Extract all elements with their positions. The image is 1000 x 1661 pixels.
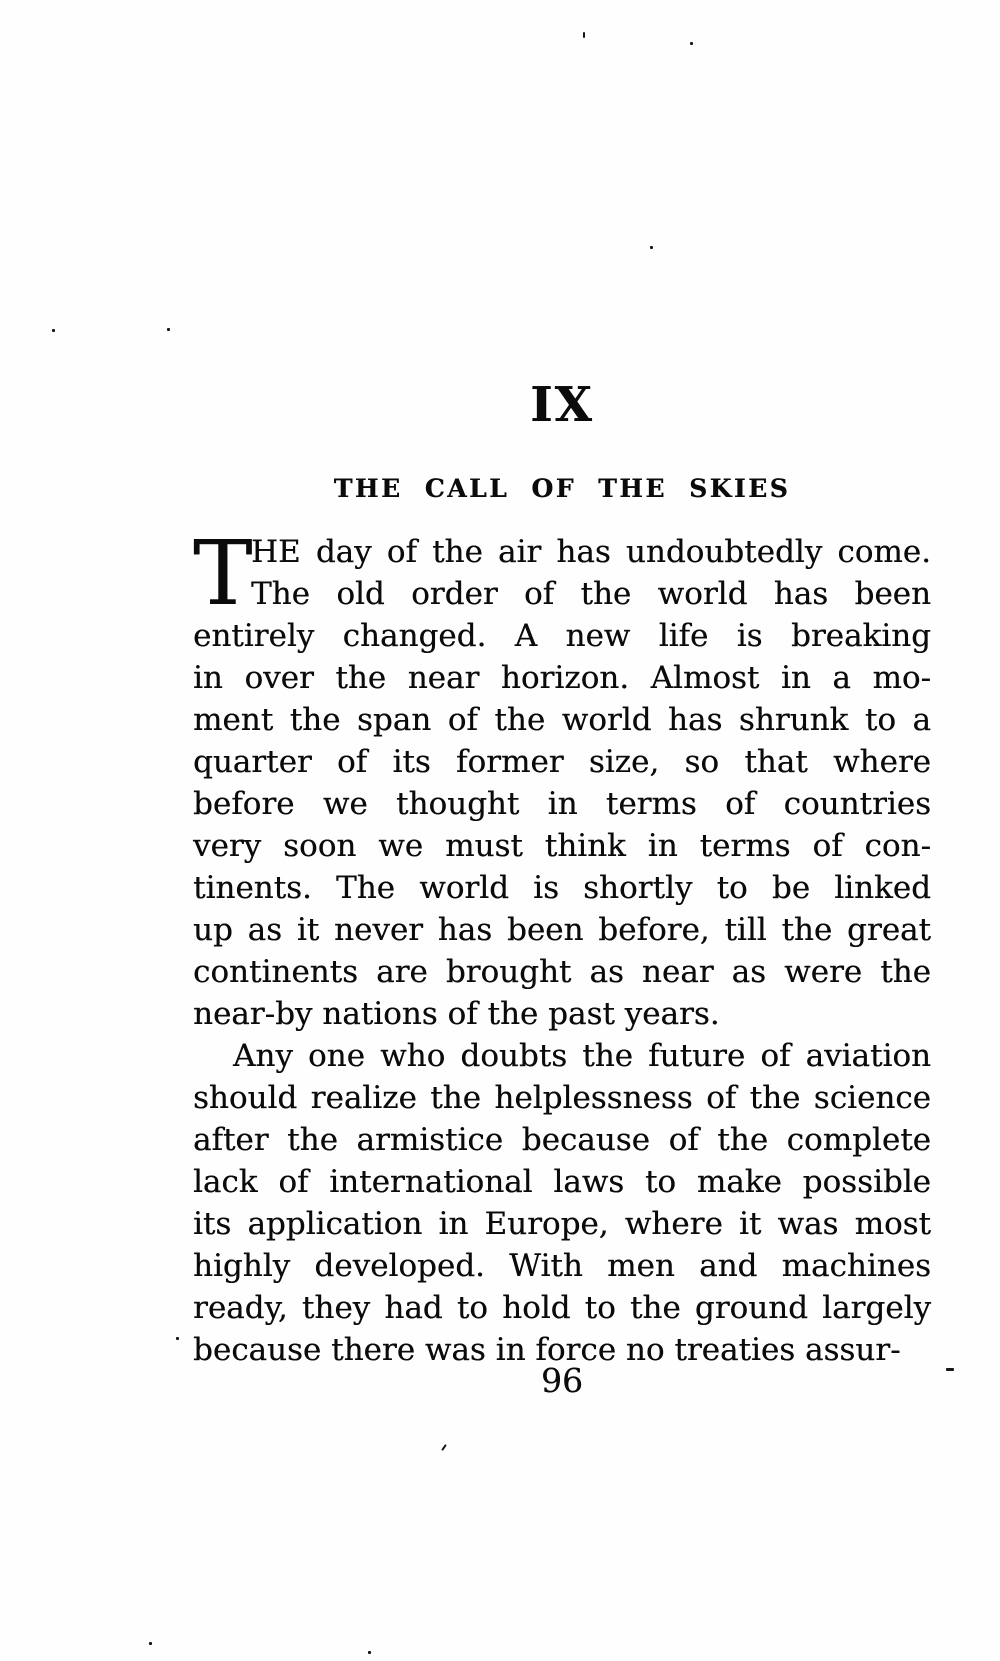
scan-speck — [52, 329, 55, 332]
text-line: its application in Europe, where it was most — [193, 1206, 931, 1242]
text-line: HE day of the air has undoubtedly come. — [251, 534, 931, 570]
scan-speck — [583, 32, 585, 38]
body-text — [193, 521, 931, 1371]
scan-speck — [176, 1337, 179, 1340]
scan-speck — [946, 1368, 954, 1371]
text-line: lack of international laws to make possible — [193, 1164, 931, 1200]
drop-cap: T — [193, 521, 253, 625]
chapter-number: IX — [530, 377, 594, 433]
text-line: tinents. The world is shortly to be linked — [193, 870, 931, 906]
scan-speck — [441, 1444, 447, 1451]
text-line: quarter of its former size, so that where — [193, 744, 931, 780]
text-line: in over the near horizon. Almost in a mo- — [193, 660, 931, 696]
page-number: 96 — [541, 1361, 583, 1400]
text-line: ready, they had to hold to the ground largely — [193, 1290, 931, 1326]
chapter-title: THE CALL OF THE SKIES — [333, 474, 791, 503]
text-line: entirely changed. A new life is breaking — [193, 618, 931, 654]
text-line: up as it never has been before, till the great — [193, 912, 931, 948]
text-line: near-by nations of the past years. — [193, 996, 720, 1032]
scan-speck — [149, 1642, 152, 1645]
text-line: very soon we must think in terms of con- — [193, 828, 931, 864]
text-line: after the armistice because of the complete — [193, 1122, 931, 1158]
text-line: ment the span of the world has shrunk to a — [193, 702, 931, 738]
text-line: because there was in force no treaties assur- — [193, 1332, 901, 1368]
text-line: highly developed. With men and machines — [193, 1248, 931, 1284]
scan-speck — [690, 42, 693, 45]
text-line: should realize the helplessness of the science — [193, 1080, 931, 1116]
scan-speck — [650, 246, 653, 249]
scan-speck — [368, 1651, 371, 1654]
text-line: continents are brought as near as were the — [193, 954, 931, 990]
text-line: before we thought in terms of countries — [193, 786, 931, 822]
text-line: The old order of the world has been — [251, 576, 931, 612]
scan-speck — [167, 328, 170, 331]
text-line: Any one who doubts the future of aviation — [233, 1038, 931, 1074]
